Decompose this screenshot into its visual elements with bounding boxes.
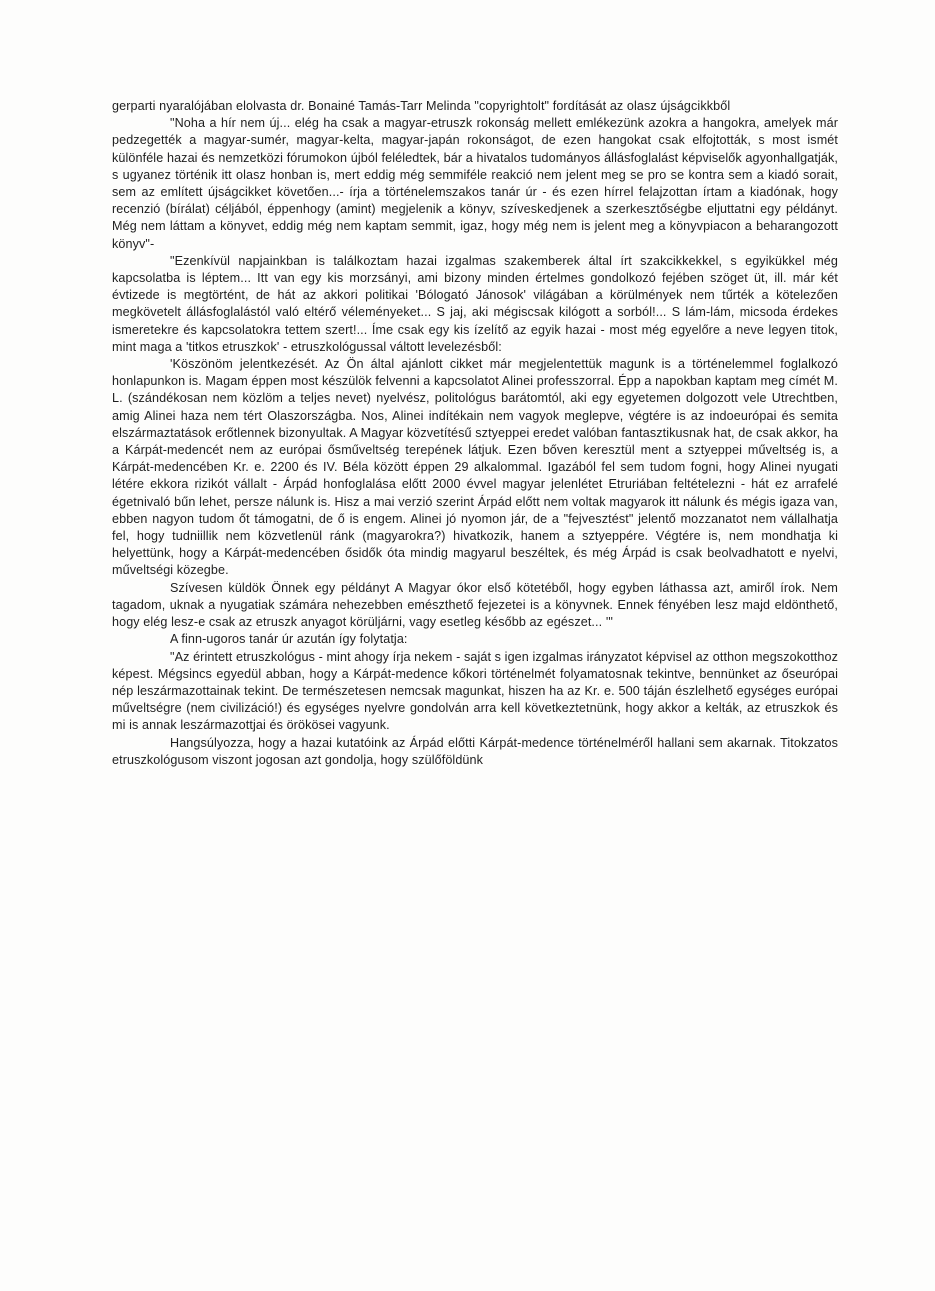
document-body bbox=[112, 98, 838, 769]
paragraph-transition: A finn-ugoros tanár úr azután így folytatja: bbox=[170, 632, 408, 647]
paragraph-final: Hangsúlyozza, hogy a hazai kutatóink az Árpád előtti Kárpát-medence történelméről hallani sem akarnak. Titokzatos etruszkológusom viszont jogosan azt gondolja, hogy szülőföldünk bbox=[112, 735, 838, 767]
paragraph-letter: 'Köszönöm jelentkezését. Az Ön által ajánlott cikket már megjelentettük magunk is a történelemmel foglalkozó honlapunkon is. Magam éppen most készülök felvenni a kapcsolatot Alinei professzorral. Épp a napokban kaptam meg címét M. L. (szándékosan nem közlöm a teljes nevet) nyelvész, politológus barátomtól, aki egy egyetemen dolgozott vele Utrechtben, amig Alinei haza nem tért Olaszországba. Nos, Alinei indítékain nem vagyok meglepve, végtére is az indoeurópai és semita elszármaztatások erőtlennek bizonyultak. A Magyar közvetítésű sztyeppei eredet valóban fantasztikusnak hat, de csak akkor, ha a Kárpát-medencét nem az európai ősműveltség terepének látjuk. Ezen bőven keresztül ment a sztyeppei műveltség is, a Kárpát-medencében Kr. e. 2200 és IV. Béla között éppen 29 alkalommal. Igazából fel sem tudom fogni, hogy Alinei nyugati létére ekkora rizikót vállalt - Árpád honfoglalása előtt 2000 évvel magyar jelenlétet Etruriában feltételezni - hát ez arrafelé égetnivaló bűn lehet, persze nálunk is. Hisz a mai verzió szerint Árpád előtt nem voltak magyarok itt nálunk és mégis igaza van, ebben nagyon tudom őt támogatni, de ő is engem. Alinei jó nyomon jár, de a "fejvesztést" jelentő mozzanatot nem vállalhatja fel, hogy tudniillik nem közvetlenül ránk (magyarokra?) hivatkozik, hanem a sztyeppére. Végtére is, nem mondhatja ki helyettünk, hogy a Kárpát-medencében ősidők óta mindig magyarul beszéltek, és még Árpád is csak beolvadhatott e nyelvi, műveltségi közegbe. bbox=[112, 357, 838, 578]
paragraph-letter-closing: Szívesen küldök Önnek egy példányt A Magyar ókor első kötetéből, hogy egyben láthassa azt, amiről írok. Nem tagadom, uknak a nyugatiak számára nehezebben emészthető fejezetei is a könyvnek. Ennek fényében lesz majd eldönthető, hogy elég lesz-e csak az etruszk anyagot körüljárni, vagy esetleg később az egészet... '" bbox=[112, 580, 838, 630]
paragraph-etruscologist: "Az érintett etruszkológus - mint ahogy írja nekem - saját s igen izgalmas irányzatot képvisel az otthon megszokotthoz képest. Mégsincs egyedül abban, hogy a Kárpát-medence kőkori történelmét folyamatosnak tekintve, bennünket az őseurópai nép leszármazottainak tekint. De természetesen nemcsak magunkat, hiszen ha az Kr. e. 500 táján észlelhető egységes európai műveltségre (nem civilizáció!) és egységes nyelvre gondolván arra kell következtetnünk, hogy akkor a kelták, az etruszkok és mi is annak leszármazottjai és örökösei vagyunk. bbox=[112, 649, 838, 733]
paragraph-quote-experts: "Ezenkívül napjainkban is találkoztam hazai izgalmas szakemberek által írt szakcikkekkel, s egyikükkel még kapcsolatba is léptem... Itt van egy kis morzsányi, ami bizony minden értelmes gondolkozó fejében szöget üt, ill. már két évtizede is megtörtént, de hát az akkori politikai 'Bólogató Jánosok' világában a körülmények nem tűrték a kötelezően megkövetelt állásfoglalástól való eltérő véleményeket... S jaj, aki mégiscsak kilógott a sorból!... S lám-lám, micsoda érdekes ismeretekre és kapcsolatokra tettem szert!... Íme csak egy kis ízelítő az egyik hazai - most még egyelőre a neve legyen titok, mint maga a 'titkos etruszkok' - etruszkológussal váltott levelezésből: bbox=[112, 253, 838, 354]
paragraph-intro: gerparti nyaralójában elolvasta dr. Bonainé Tamás-Tarr Melinda "copyrightolt" fordítását az olasz újságcikkből bbox=[112, 99, 731, 113]
paragraph-quote-news: "Noha a hír nem új... elég ha csak a magyar-etruszk rokonság mellett emlékezünk azokra a hangokra, amelyek már pedzegették a magyar-sumér, magyar-kelta, magyar-japán rokonságot, de ezen hangokat csak elfojtották, s most ismét különféle hazai és nemzetközi fórumokon újból feléledtek, bár a hivatalos tudományos állásfoglalást képviselők agyonhallgatják, s ugyanez történik itt olasz honban is, mert eddig még semmiféle reakció nem jelent meg se pro se kontra sem a kiadó sorait, sem az említett újságcikket követően...- írja a történelemszakos tanár úr - és ezen hírrel felajzottan írtam a kiadónak, hogy recenzió (bírálat) céljából, éppenhogy (amint) megjelenik a könyv, szíveskedjenek a szerkesztőségbe eljuttatni egy példányt. Még nem láttam a könyvet, eddig még nem kaptam semmit, igaz, hogy még nem is jelent meg a könyvpiacon a beharangozott könyv"- bbox=[112, 116, 838, 251]
